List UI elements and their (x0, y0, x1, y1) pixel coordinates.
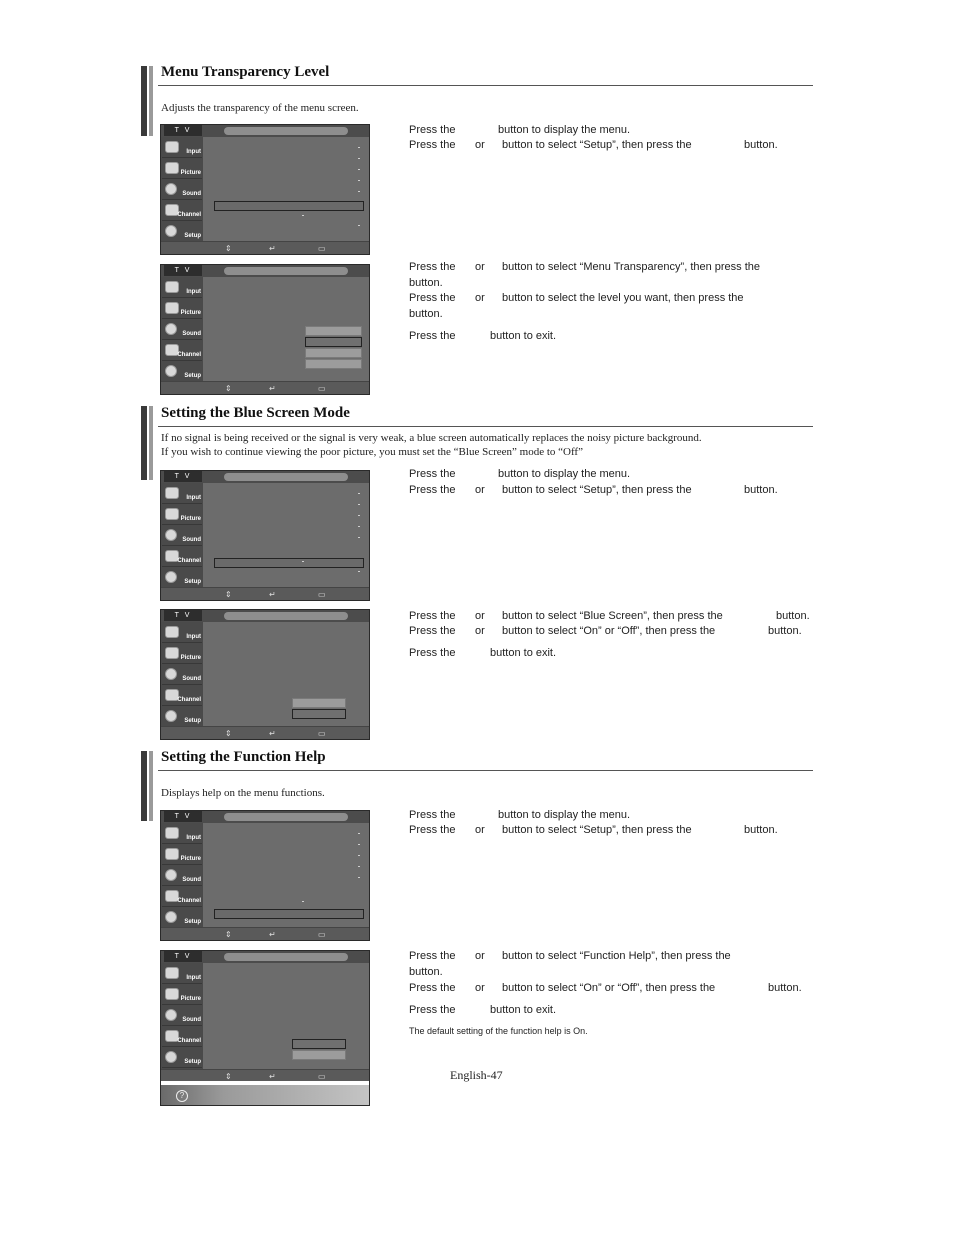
sound-icon (165, 869, 177, 881)
sidebar-item-channel: Channel (162, 887, 202, 907)
sidebar-item-setup: Setup (162, 222, 202, 242)
tv-label: T V (164, 265, 202, 276)
picture-icon (165, 162, 179, 174)
sidebar-item-sound: Sound (162, 320, 202, 340)
section-description: If you wish to continue viewing the poor picture, you must set the “Blue Screen” mode to “Off” (161, 446, 583, 458)
osd-transparency-menu (160, 264, 370, 395)
sidebar-item-sound: Sound (162, 180, 202, 200)
osd-setup-menu (160, 470, 370, 601)
step-line: Press the button to display the menu. (409, 809, 631, 821)
picture-icon (165, 848, 179, 860)
option-item (305, 348, 362, 358)
option-item (305, 326, 362, 336)
tv-label: T V (164, 951, 202, 962)
setup-icon (165, 225, 177, 237)
sidebar-item-picture: Picture (162, 505, 202, 525)
sidebar-item-setup: Setup (162, 362, 202, 382)
step-line: Press the or button to select “Function Help”, then press the (409, 950, 731, 962)
sidebar-item-channel: Channel (162, 686, 202, 706)
return-icon: ▭ (318, 1072, 326, 1081)
section-title: Menu Transparency Level (161, 64, 330, 80)
step-line: Press the or button to select “Blue Screen”, then press the button. (409, 610, 810, 622)
tv-label: T V (164, 811, 202, 822)
return-icon: ▭ (318, 384, 326, 393)
section-rule (158, 85, 813, 86)
section-description: Displays help on the menu functions. (161, 787, 325, 799)
picture-icon (165, 508, 179, 520)
updown-icon: ⇕ (225, 729, 232, 738)
return-icon: ▭ (318, 590, 326, 599)
section-title: Setting the Function Help (161, 749, 326, 765)
step-line: Press the button to display the menu. (409, 124, 631, 136)
enter-icon: ↵ (269, 384, 276, 393)
updown-icon: ⇕ (225, 930, 232, 939)
step-line: Press the button to exit. (409, 647, 557, 659)
input-icon (165, 281, 179, 293)
option-item-selected (292, 709, 346, 719)
step-line: button. (409, 308, 443, 320)
sidebar-item-sound: Sound (162, 526, 202, 546)
setup-icon (165, 571, 177, 583)
page-number: English-47 (450, 1068, 503, 1082)
section-rule (158, 770, 813, 771)
menu-selection-bar (214, 909, 364, 919)
input-icon (165, 141, 179, 153)
sound-icon (165, 668, 177, 680)
sidebar-item-input: Input (162, 964, 202, 984)
sidebar-item-setup: Setup (162, 1048, 202, 1068)
step-line: Press the or button to select “On” or “Off”, then press the button. (409, 625, 802, 637)
tv-label: T V (164, 125, 202, 136)
enter-icon: ↵ (269, 1072, 276, 1081)
enter-icon: ↵ (269, 244, 276, 253)
section-description: Adjusts the transparency of the menu screen. (161, 102, 359, 114)
sidebar-item-setup: Setup (162, 908, 202, 928)
sidebar-item-sound: Sound (162, 1006, 202, 1026)
sidebar-item-picture: Picture (162, 644, 202, 664)
section-title: Setting the Blue Screen Mode (161, 405, 350, 421)
picture-icon (165, 647, 179, 659)
tv-label: T V (164, 471, 202, 482)
sidebar-item-input: Input (162, 623, 202, 643)
section-rule (158, 426, 813, 427)
updown-icon: ⇕ (225, 1072, 232, 1081)
step-line: button. (409, 277, 443, 289)
return-icon: ▭ (318, 729, 326, 738)
sidebar-item-setup: Setup (162, 707, 202, 727)
step-line: Press the button to display the menu. (409, 468, 631, 480)
enter-icon: ↵ (269, 930, 276, 939)
sidebar-item-setup: Setup (162, 568, 202, 588)
option-item-selected (292, 1039, 346, 1049)
sidebar-item-sound: Sound (162, 866, 202, 886)
sidebar-item-picture: Picture (162, 159, 202, 179)
enter-icon: ↵ (269, 590, 276, 599)
sidebar-item-sound: Sound (162, 665, 202, 685)
help-icon: ? (176, 1090, 188, 1102)
step-line: Press the button to exit. (409, 1004, 557, 1016)
updown-icon: ⇕ (225, 244, 232, 253)
step-line: button. (409, 966, 443, 978)
option-item (292, 1050, 346, 1060)
sound-icon (165, 323, 177, 335)
picture-icon (165, 302, 179, 314)
input-icon (165, 827, 179, 839)
help-strip (161, 1085, 369, 1106)
section-description: If no signal is being received or the signal is very weak, a blue screen automatically replaces the noisy picture background. (161, 432, 702, 444)
setup-icon (165, 710, 177, 722)
step-line: Press the or button to select “Setup”, then press the button. (409, 139, 778, 151)
picture-icon (165, 988, 179, 1000)
step-line: Press the or button to select “Setup”, then press the button. (409, 824, 778, 836)
input-icon (165, 626, 179, 638)
input-icon (165, 967, 179, 979)
sidebar-item-input: Input (162, 824, 202, 844)
section-bar (141, 751, 155, 821)
osd-blue-screen-menu (160, 609, 370, 740)
menu-selection-bar (214, 558, 364, 568)
section-bar (141, 406, 155, 480)
sidebar-item-picture: Picture (162, 985, 202, 1005)
setup-icon (165, 911, 177, 923)
updown-icon: ⇕ (225, 384, 232, 393)
sound-icon (165, 529, 177, 541)
option-item (292, 698, 346, 708)
menu-selection-bar (214, 201, 364, 211)
sidebar-item-channel: Channel (162, 1027, 202, 1047)
step-line: Press the or button to select the level you want, then press the (409, 292, 744, 304)
step-line: Press the button to exit. (409, 330, 557, 342)
step-line: Press the or button to select “On” or “Off”, then press the button. (409, 982, 802, 994)
option-item-selected (305, 337, 362, 347)
sidebar-item-picture: Picture (162, 845, 202, 865)
sidebar-item-input: Input (162, 138, 202, 158)
return-icon: ▭ (318, 244, 326, 253)
enter-icon: ↵ (269, 729, 276, 738)
setup-icon (165, 365, 177, 377)
sidebar-item-input: Input (162, 484, 202, 504)
updown-icon: ⇕ (225, 590, 232, 599)
input-icon (165, 487, 179, 499)
return-icon: ▭ (318, 930, 326, 939)
sidebar-item-channel: Channel (162, 341, 202, 361)
section-bar (141, 66, 155, 136)
sidebar-item-picture: Picture (162, 299, 202, 319)
setup-icon (165, 1051, 177, 1063)
step-line: Press the or button to select “Setup”, then press the button. (409, 484, 778, 496)
sidebar-item-channel: Channel (162, 201, 202, 221)
sound-icon (165, 1009, 177, 1021)
sound-icon (165, 183, 177, 195)
osd-setup-menu (160, 124, 370, 255)
note-text: The default setting of the function help is On. (409, 1026, 588, 1036)
step-line: Press the or button to select “Menu Transparency”, then press the (409, 261, 761, 273)
sidebar-item-input: Input (162, 278, 202, 298)
tv-label: T V (164, 610, 202, 621)
sidebar-item-channel: Channel (162, 547, 202, 567)
option-item (305, 359, 362, 369)
osd-function-help-menu (160, 950, 370, 1106)
osd-setup-menu (160, 810, 370, 941)
